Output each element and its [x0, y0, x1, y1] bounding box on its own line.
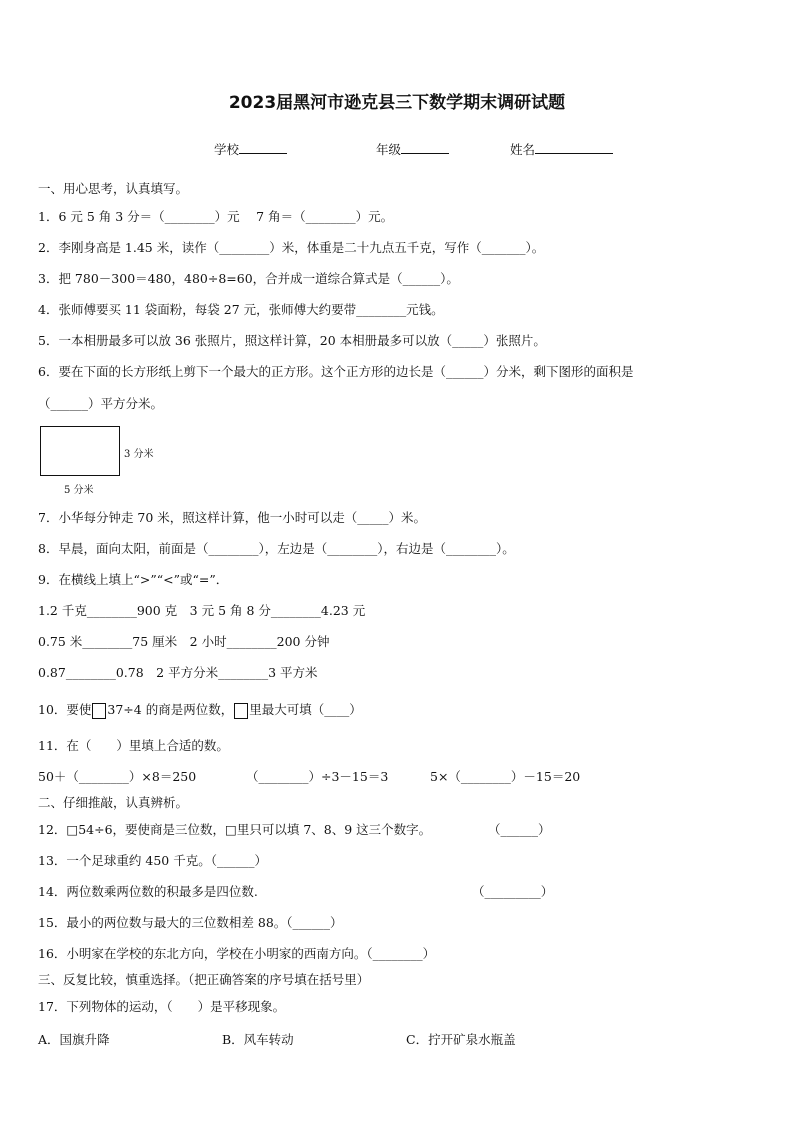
- name-field: [510, 140, 613, 158]
- question-14-answer[interactable]: （_________）: [472, 884, 554, 899]
- question-15: 15．最小的两位数与最大的三位数相差 88。（______）: [38, 915, 343, 930]
- question-5: 5．一本相册最多可以放 36 张照片，照这样计算，20 本相册最多可以放（_____）张照片。: [38, 333, 546, 348]
- question-11-eq-b: （________）÷3－15＝3: [246, 769, 389, 784]
- school-field: [214, 140, 287, 158]
- section-1-heading: 一、用心思考，认真填写。: [38, 181, 189, 196]
- section-2-heading: 二、仔细推敲，认真辨析。: [38, 795, 189, 810]
- option-a[interactable]: A．国旗升降: [38, 1032, 110, 1047]
- question-11-eq-c: 5×（________）－15＝20: [430, 769, 581, 784]
- question-2: 2．李刚身高是 1.45 米，读作（________）米，体重是二十九点五千克，写作（_______）。: [38, 240, 545, 255]
- blank-box[interactable]: [234, 703, 248, 719]
- question-7: 7．小华每分钟走 70 米，照这样计算，他一小时可以走（_____）米。: [38, 510, 427, 525]
- question-9-row-3: 0.87________0.78 2 平方分米________3 平方米: [38, 665, 318, 680]
- question-9-row-1: 1.2 千克________900 克 3 元 5 角 8 分________4.23 元: [38, 603, 366, 618]
- question-9: 9．在横线上填上“>”“<”或“=”．: [38, 572, 229, 587]
- question-6-line-1: 6．要在下面的长方形纸上剪下一个最大的正方形。这个正方形的边长是（______）分米，剩下图形的面积是: [38, 364, 634, 379]
- question-6-line-2: （______）平方分米。: [38, 396, 164, 411]
- grade-label: 年级: [376, 142, 402, 157]
- section-3-heading: 三、反复比较，慎重选择。（把正确答案的序号填在括号里）: [38, 972, 370, 987]
- figure-side-label: 3 分米: [124, 449, 154, 460]
- question-4: 4．张师傅要买 11 袋面粉，每袋 27 元，张师傅大约要带________元钱。: [38, 302, 444, 317]
- question-14: 14．两位数乘两位数的积最多是四位数.: [38, 884, 258, 899]
- question-10-part-a: 10．要使: [38, 702, 92, 717]
- question-17: 17．下列物体的运动，（ ）是平移现象。: [38, 999, 286, 1014]
- grade-field: [376, 140, 449, 158]
- question-16: 16．小明家在学校的东北方向，学校在小明家的西南方向。（________）: [38, 946, 436, 961]
- grade-blank[interactable]: [401, 141, 449, 154]
- name-blank[interactable]: [535, 141, 613, 154]
- question-12-answer[interactable]: （______）: [488, 822, 551, 837]
- name-label: 姓名: [510, 142, 536, 157]
- question-13: 13．一个足球重约 450 千克。（______）: [38, 853, 267, 868]
- page-title: 2023届黑河市逊克县三下数学期末调研试题: [228, 93, 566, 113]
- school-blank[interactable]: [239, 141, 287, 154]
- question-12: 12．□54÷6，要使商是三位数，□里只可以填 7、8、9 这三个数字。: [38, 822, 432, 837]
- blank-box[interactable]: [92, 703, 106, 719]
- option-b[interactable]: B．风车转动: [222, 1032, 294, 1047]
- question-10: [38, 702, 362, 719]
- question-11: 11．在（ ）里填上合适的数。: [38, 738, 229, 753]
- question-8: 8．早晨，面向太阳，前面是（________），左边是（________），右边是（________）。: [38, 541, 515, 556]
- question-10-part-c: 里最大可填（____）: [249, 702, 362, 717]
- question-10-part-b: 37÷4 的商是两位数，: [107, 702, 234, 717]
- school-label: 学校: [214, 142, 240, 157]
- question-9-row-2: 0.75 米________75 厘米 2 小时________200 分钟: [38, 634, 330, 649]
- rectangle-figure: [40, 426, 120, 476]
- option-c[interactable]: C．拧开矿泉水瓶盖: [406, 1032, 516, 1047]
- question-3: 3．把 780－300＝480，480÷8=60，合并成一道综合算式是（______）。: [38, 271, 459, 286]
- question-1: 1．6 元 5 角 3 分＝（________）元 7 角＝（________）元。: [38, 209, 394, 224]
- figure-bottom-label: 5 分米: [64, 485, 94, 496]
- question-11-eq-a: 50＋（________）×8＝250: [38, 769, 197, 784]
